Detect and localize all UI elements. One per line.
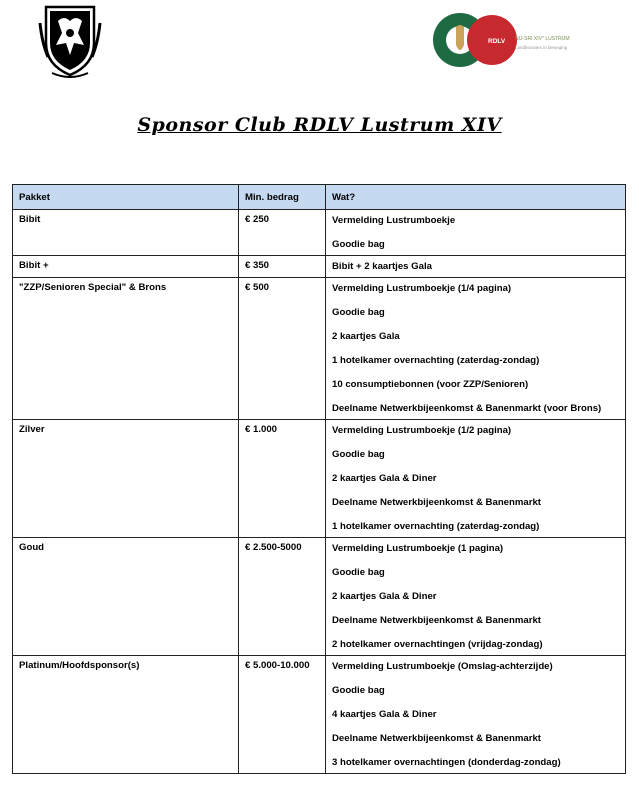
wat-cell	[326, 210, 626, 256]
lustrum-logo-brand: RDLV	[488, 38, 506, 45]
table-row	[13, 656, 626, 774]
pakket-cell: Bibit +	[13, 256, 239, 278]
lustrum-logo-line2: Landbouwers in beweging	[515, 45, 568, 50]
wat-item: Deelname Netwerkbijeenkomst & Banenmarkt	[332, 733, 542, 744]
lustrum-logo-line1: NIJ-SRI XIV° LUSTRUM	[515, 36, 570, 42]
wat-item: Vermelding Lustrumboekje (1 pagina)	[332, 543, 504, 554]
wat-item: 2 kaartjes Gala & Diner	[332, 591, 437, 602]
wat-item: Goodie bag	[332, 685, 385, 696]
pakket-cell: Goud	[13, 538, 239, 656]
wat-item: Deelname Netwerkbijeenkomst & Banenmarkt (voor Brons)	[332, 403, 602, 414]
bedrag-cell: € 350	[239, 256, 326, 278]
wat-item: 2 kaartjes Gala & Diner	[332, 473, 437, 484]
wat-item: 2 kaartjes Gala	[332, 331, 400, 342]
bedrag-cell: € 250	[239, 210, 326, 256]
wat-cell	[326, 538, 626, 656]
wat-item: 1 hotelkamer overnachting (zaterdag-zondag)	[332, 355, 540, 366]
header-pakket: Pakket	[13, 185, 239, 210]
wat-cell	[326, 256, 626, 278]
wat-item: Vermelding Lustrumboekje (1/2 pagina)	[332, 425, 512, 436]
header-min-bedrag: Min. bedrag	[239, 185, 326, 210]
wat-item: Deelname Netwerkbijeenkomst & Banenmarkt	[332, 615, 542, 626]
bedrag-cell: € 500	[239, 278, 326, 420]
wat-item: Vermelding Lustrumboekje (1/4 pagina)	[332, 283, 512, 294]
wat-item: 1 hotelkamer overnachting (zaterdag-zondag)	[332, 521, 540, 532]
table-row	[13, 420, 626, 538]
bedrag-cell: € 2.500-5000	[239, 538, 326, 656]
pakket-cell: Zilver	[13, 420, 239, 538]
wat-cell	[326, 278, 626, 420]
wat-item: Goodie bag	[332, 239, 385, 250]
wat-item: Vermelding Lustrumboekje	[332, 215, 456, 226]
wat-item: 4 kaartjes Gala & Diner	[332, 709, 437, 720]
pakket-cell: Bibit	[13, 210, 239, 256]
wat-cell	[326, 420, 626, 538]
wat-item: Goodie bag	[332, 307, 385, 318]
table-row	[13, 278, 626, 420]
wat-item: Goodie bag	[332, 567, 385, 578]
wat-cell	[326, 656, 626, 774]
pakket-cell: "ZZP/Senioren Special" & Brons	[13, 278, 239, 420]
table-row	[13, 538, 626, 656]
lustrum-logo-icon	[430, 5, 600, 75]
wat-item: Bibit + 2 kaartjes Gala	[332, 261, 432, 272]
bedrag-cell: € 1.000	[239, 420, 326, 538]
crest-icon	[38, 3, 102, 79]
table-header-row	[13, 185, 626, 210]
pakket-cell: Platinum/Hoofdsponsor(s)	[13, 656, 239, 774]
wat-item: Deelname Netwerkbijeenkomst & Banenmarkt	[332, 497, 542, 508]
wat-item: 10 consumptiebonnen (voor ZZP/Senioren)	[332, 379, 529, 390]
wat-item: 2 hotelkamer overnachtingen (vrijdag-zondag)	[332, 639, 543, 650]
table-row	[13, 210, 626, 256]
bedrag-cell: € 5.000-10.000	[239, 656, 326, 774]
page-title: Sponsor Club RDLV Lustrum XIV	[137, 114, 502, 136]
wat-item: 3 hotelkamer overnachtingen (donderdag-zondag)	[332, 757, 561, 768]
sponsor-table	[12, 184, 626, 774]
wat-item: Vermelding Lustrumboekje (Omslag-achterzijde)	[332, 661, 553, 672]
table-row	[13, 256, 626, 278]
wat-item: Goodie bag	[332, 449, 385, 460]
header-wat: Wat?	[326, 185, 626, 210]
